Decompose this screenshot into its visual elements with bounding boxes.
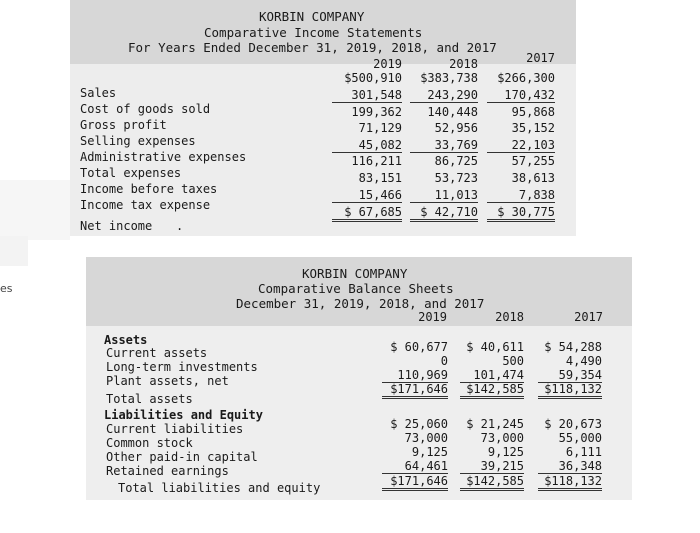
side-strip bbox=[0, 236, 28, 266]
income-company-name: KORBIN COMPANY bbox=[259, 9, 365, 24]
liability-value-2018: $ 21,245 bbox=[466, 417, 524, 431]
income-value-2018: 140,448 bbox=[427, 105, 478, 119]
liability-value-2018: 73,000 bbox=[480, 431, 524, 445]
income-value-2017: 38,613 bbox=[511, 171, 555, 185]
liability-value-2018: 9,125 bbox=[487, 445, 524, 459]
income-value-2019: 83,151 bbox=[358, 171, 402, 185]
income-value-2018: $ 42,710 bbox=[410, 205, 478, 222]
asset-row-label: Total assets bbox=[106, 392, 193, 406]
income-value-2017: 95,868 bbox=[511, 105, 555, 119]
balance-company-name: KORBIN COMPANY bbox=[302, 266, 408, 281]
assets-header: Assets bbox=[104, 333, 148, 347]
liability-value-2017: 36,348 bbox=[538, 459, 602, 474]
income-value-2019: 199,362 bbox=[351, 105, 402, 119]
balance-year-2017: 2017 bbox=[574, 310, 603, 324]
balance-sheet-panel bbox=[86, 257, 632, 500]
asset-value-2018: 500 bbox=[502, 354, 524, 368]
net-income-dot: . bbox=[176, 219, 184, 233]
liability-value-2017: 6,111 bbox=[565, 445, 602, 459]
asset-value-2019: 110,969 bbox=[382, 368, 448, 383]
asset-row-label: Current assets bbox=[106, 346, 208, 360]
income-row-label: Sales bbox=[80, 86, 117, 100]
income-title: Comparative Income Statements bbox=[204, 25, 423, 40]
income-value-2018: 86,725 bbox=[434, 154, 478, 168]
income-value-2019: 45,082 bbox=[332, 138, 402, 153]
liability-row-label: Total liabilities and equity bbox=[118, 481, 321, 495]
income-year-2018: 2018 bbox=[449, 57, 478, 71]
asset-row-label: Long-term investments bbox=[106, 360, 258, 374]
liability-value-2019: $171,646 bbox=[382, 474, 448, 491]
income-value-2018: 243,290 bbox=[410, 88, 478, 103]
income-row-label: Net income bbox=[80, 219, 153, 233]
income-value-2018: 33,769 bbox=[410, 138, 478, 153]
income-value-2017: 57,255 bbox=[511, 154, 555, 168]
income-year-2019: 2019 bbox=[373, 57, 402, 71]
income-value-2019: 71,129 bbox=[358, 121, 402, 135]
balance-period: December 31, 2019, 2018, and 2017 bbox=[236, 296, 485, 311]
liability-value-2017: 55,000 bbox=[558, 431, 602, 445]
balance-year-2018: 2018 bbox=[495, 310, 524, 324]
asset-value-2018: $142,585 bbox=[460, 382, 524, 399]
liability-value-2017: $ 20,673 bbox=[544, 417, 602, 431]
liability-value-2019: 64,461 bbox=[382, 459, 448, 474]
income-row-label: Cost of goods sold bbox=[80, 102, 211, 116]
income-value-2017: 170,432 bbox=[487, 88, 555, 103]
asset-value-2017: 4,490 bbox=[565, 354, 602, 368]
income-value-2019: 15,466 bbox=[332, 188, 402, 203]
asset-value-2017: $118,132 bbox=[538, 382, 602, 399]
liabilities-equity-header: Liabilities and Equity bbox=[104, 408, 263, 422]
income-value-2018: $383,738 bbox=[420, 71, 478, 85]
income-row-label: Gross profit bbox=[80, 118, 167, 132]
income-value-2017: 35,152 bbox=[511, 121, 555, 135]
liability-value-2017: $118,132 bbox=[538, 474, 602, 491]
left-background bbox=[0, 180, 70, 240]
liability-row-label: Current liabilities bbox=[106, 422, 244, 436]
income-row-label: Income before taxes bbox=[80, 182, 218, 196]
income-statement-panel bbox=[70, 0, 576, 236]
income-value-2018: 53,723 bbox=[434, 171, 478, 185]
income-value-2019: 301,548 bbox=[332, 88, 402, 103]
income-value-2019: $500,910 bbox=[344, 71, 402, 85]
income-value-2018: 11,013 bbox=[410, 188, 478, 203]
liability-value-2018: 39,215 bbox=[460, 459, 524, 474]
asset-value-2018: $ 40,611 bbox=[466, 340, 524, 354]
income-period: For Years Ended December 31, 2019, 2018, and 2017 bbox=[128, 40, 497, 55]
liability-value-2019: $ 25,060 bbox=[390, 417, 448, 431]
side-label: es bbox=[0, 282, 13, 295]
liability-row-label: Other paid-in capital bbox=[106, 450, 258, 464]
balance-year-2019: 2019 bbox=[418, 310, 447, 324]
asset-row-label: Plant assets, net bbox=[106, 374, 229, 388]
income-row-label: Total expenses bbox=[80, 166, 182, 180]
asset-value-2019: $171,646 bbox=[382, 382, 448, 399]
liability-row-label: Retained earnings bbox=[106, 464, 229, 478]
liability-value-2018: $142,585 bbox=[460, 474, 524, 491]
asset-value-2018: 101,474 bbox=[460, 368, 524, 383]
income-value-2017: 7,838 bbox=[487, 188, 555, 203]
balance-title: Comparative Balance Sheets bbox=[258, 281, 454, 296]
asset-value-2019: 0 bbox=[440, 354, 448, 368]
income-value-2019: 116,211 bbox=[351, 154, 402, 168]
income-row-label: Administrative expenses bbox=[80, 150, 247, 164]
liability-value-2019: 9,125 bbox=[411, 445, 448, 459]
income-value-2017: $266,300 bbox=[497, 71, 555, 85]
income-value-2019: $ 67,685 bbox=[332, 205, 402, 222]
income-row-label: Selling expenses bbox=[80, 134, 196, 148]
income-value-2018: 52,956 bbox=[434, 121, 478, 135]
asset-value-2019: $ 60,677 bbox=[390, 340, 448, 354]
liability-row-label: Common stock bbox=[106, 436, 193, 450]
asset-value-2017: 59,354 bbox=[538, 368, 602, 383]
income-row-label: Income tax expense bbox=[80, 198, 211, 212]
liability-value-2019: 73,000 bbox=[404, 431, 448, 445]
asset-value-2017: $ 54,288 bbox=[544, 340, 602, 354]
income-year-2017: 2017 bbox=[526, 51, 555, 65]
income-value-2017: 22,103 bbox=[487, 138, 555, 153]
income-value-2017: $ 30,775 bbox=[487, 205, 555, 222]
